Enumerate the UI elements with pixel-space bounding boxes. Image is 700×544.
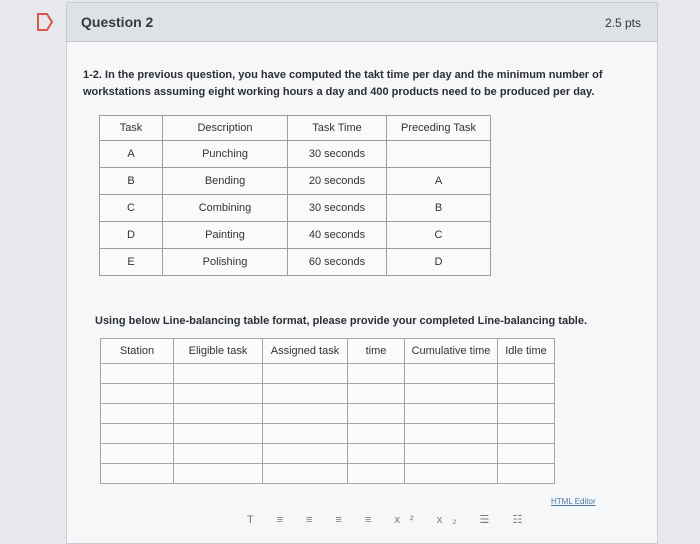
task-time-cell: 60 seconds [288, 249, 387, 276]
empty-cell[interactable] [174, 384, 263, 404]
description-cell: Combining [163, 195, 288, 222]
question-card [66, 2, 658, 544]
empty-cell[interactable] [174, 404, 263, 424]
empty-cell[interactable] [498, 364, 555, 384]
empty-cell[interactable] [498, 464, 555, 484]
table-row[interactable] [101, 384, 555, 404]
table-row[interactable] [101, 364, 555, 384]
empty-cell[interactable] [498, 424, 555, 444]
table-row[interactable] [101, 464, 555, 484]
question-header [67, 3, 657, 42]
empty-cell[interactable] [348, 444, 405, 464]
empty-cell[interactable] [101, 424, 174, 444]
task-time-cell: 20 seconds [288, 168, 387, 195]
preceding-task-cell: B [387, 195, 491, 222]
editor-toolbar[interactable]: T ≡ ≡ ≡ ≡ x² x₂ ☰ ☷ [247, 514, 533, 526]
empty-cell[interactable] [405, 424, 498, 444]
empty-cell[interactable] [101, 364, 174, 384]
eligible-task-col-header: Eligible task [174, 339, 263, 364]
empty-cell[interactable] [101, 464, 174, 484]
empty-cell[interactable] [405, 404, 498, 424]
cumulative-time-col-header: Cumulative time [405, 339, 498, 364]
empty-cell[interactable] [405, 384, 498, 404]
task-time-col-header: Task Time [288, 116, 387, 141]
task-cell: A [100, 141, 163, 168]
assigned-task-col-header: Assigned task [263, 339, 348, 364]
table-row [100, 249, 491, 276]
empty-cell[interactable] [101, 384, 174, 404]
question-prompt: 1-2. In the previous question, you have computed the takt time per day and the minimum number of workstations assuming eight working hours a day and 400 products need to be produced per day. [83, 69, 603, 98]
empty-cell[interactable] [348, 364, 405, 384]
task-cell: D [100, 222, 163, 249]
table-row [100, 141, 491, 168]
description-cell: Painting [163, 222, 288, 249]
table-row [100, 222, 491, 249]
description-cell: Punching [163, 141, 288, 168]
task-cell: B [100, 168, 163, 195]
preceding-task-cell: C [387, 222, 491, 249]
task-table [99, 115, 491, 276]
preceding-task-cell: A [387, 168, 491, 195]
line-balancing-header-row [101, 339, 555, 364]
empty-cell[interactable] [498, 404, 555, 424]
empty-cell[interactable] [263, 384, 348, 404]
empty-cell[interactable] [174, 444, 263, 464]
preceding-task-cell [387, 141, 491, 168]
html-editor-link[interactable]: HTML Editor [551, 497, 596, 506]
time-col-header: time [348, 339, 405, 364]
empty-cell[interactable] [101, 404, 174, 424]
empty-cell[interactable] [263, 404, 348, 424]
task-cell: C [100, 195, 163, 222]
task-table-header-row [100, 116, 491, 141]
empty-cell[interactable] [348, 424, 405, 444]
table-row [100, 195, 491, 222]
empty-cell[interactable] [263, 444, 348, 464]
line-balancing-table[interactable] [100, 338, 555, 484]
question-title: Question 2 [81, 14, 154, 30]
empty-cell[interactable] [405, 444, 498, 464]
task-cell: E [100, 249, 163, 276]
task-time-cell: 30 seconds [288, 195, 387, 222]
table-row[interactable] [101, 404, 555, 424]
empty-cell[interactable] [101, 444, 174, 464]
preceding-task-cell: D [387, 249, 491, 276]
empty-cell[interactable] [348, 464, 405, 484]
description-col-header: Description [163, 116, 288, 141]
empty-cell[interactable] [348, 404, 405, 424]
empty-cell[interactable] [405, 364, 498, 384]
table-row[interactable] [101, 444, 555, 464]
empty-cell[interactable] [263, 364, 348, 384]
line-balancing-instruction: Using below Line-balancing table format, please provide your completed Line-balancing table. [95, 315, 588, 327]
bookmark-icon[interactable] [36, 12, 54, 32]
empty-cell[interactable] [348, 384, 405, 404]
table-row [100, 168, 491, 195]
empty-cell[interactable] [174, 364, 263, 384]
empty-cell[interactable] [405, 464, 498, 484]
question-points: 2.5 pts [604, 16, 641, 30]
preceding-task-col-header: Preceding Task [387, 116, 491, 141]
empty-cell[interactable] [263, 464, 348, 484]
task-time-cell: 40 seconds [288, 222, 387, 249]
task-col-header: Task [100, 116, 163, 141]
empty-cell[interactable] [174, 424, 263, 444]
empty-cell[interactable] [498, 384, 555, 404]
task-time-cell: 30 seconds [288, 141, 387, 168]
station-col-header: Station [101, 339, 174, 364]
description-cell: Bending [163, 168, 288, 195]
idle-time-col-header: Idle time [498, 339, 555, 364]
empty-cell[interactable] [174, 464, 263, 484]
table-row[interactable] [101, 424, 555, 444]
empty-cell[interactable] [263, 424, 348, 444]
description-cell: Polishing [163, 249, 288, 276]
empty-cell[interactable] [498, 444, 555, 464]
